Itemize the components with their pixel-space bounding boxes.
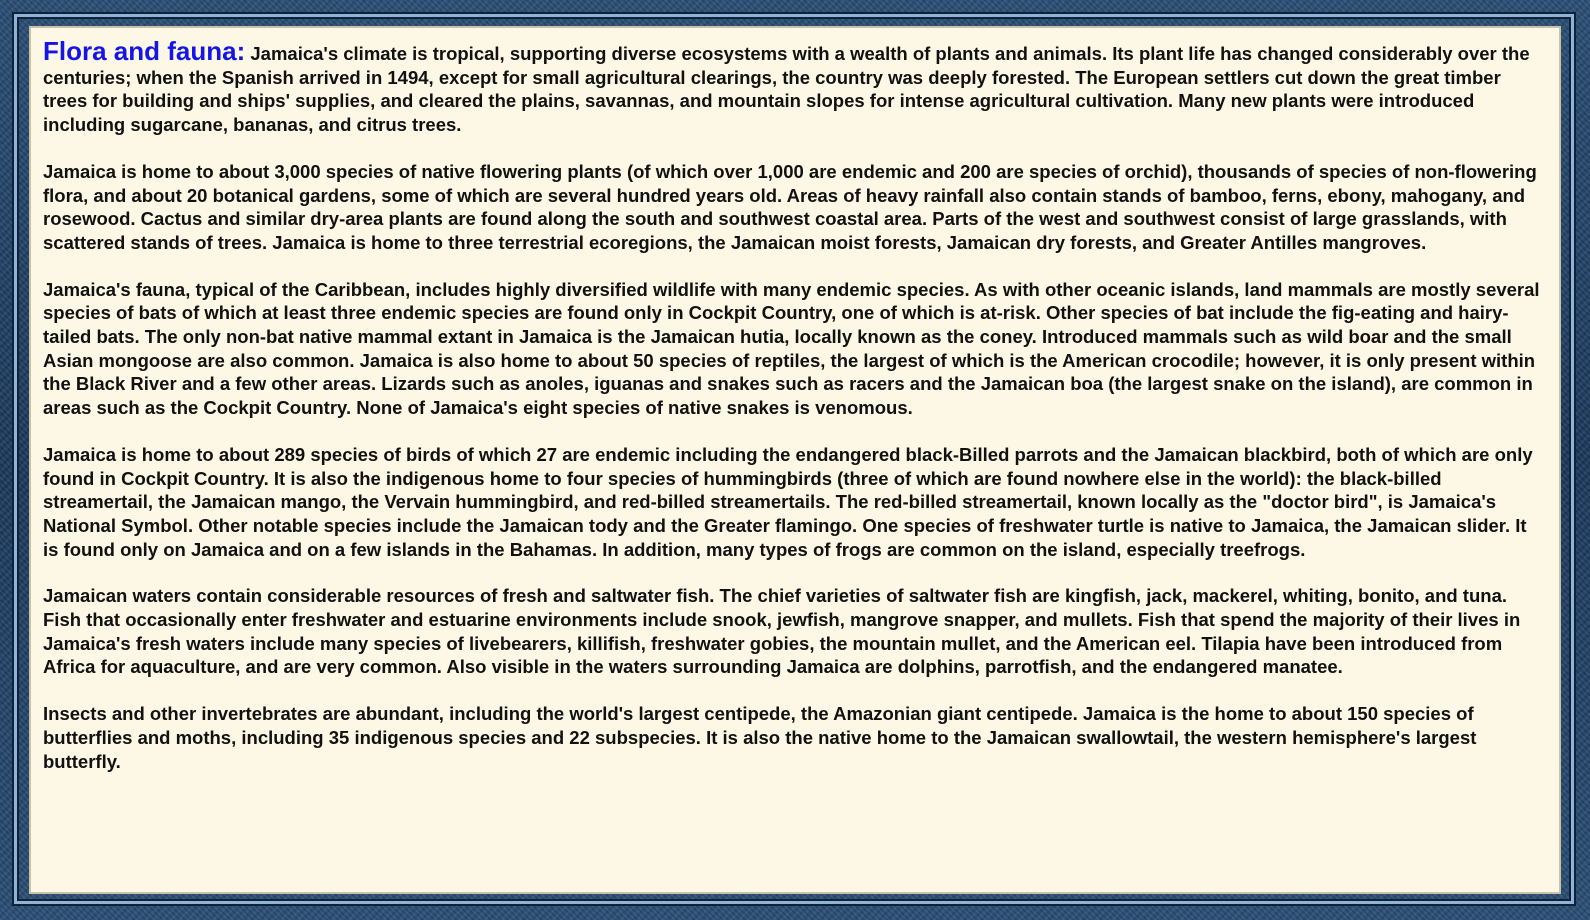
content-panel (29, 26, 1561, 894)
paragraph-insects: Insects and other invertebrates are abundant, including the world's largest centipede, the Amazonian giant centipede. Jamaica is the home to about 150 species of butterflies and moths, including 35 indigenous species and 22 subspecies. It is also the native home to the Jamaican swallowtail, the western hemisphere's largest butterfly. (43, 703, 1477, 772)
paragraph-flora: Jamaica is home to about 3,000 species of native flowering plants (of which over 1,000 are endemic and 200 are species of orchid), thousands of species of non-flowering flora, and about 20 botanical gardens, some of which are several hundred years old. Areas of heavy rainfall also contain stands of bamboo, ferns, ebony, mahogany, and rosewood. Cactus and similar dry-area plants are found along the south and southwest coastal area. Parts of the west and southwest consist of large grasslands, with scattered stands of trees. Jamaica is home to three terrestrial ecoregions, the Jamaican moist forests, Jamaican dry forests, and Greater Antilles mangroves. (43, 160, 1537, 253)
paragraph-fish: Jamaican waters contain considerable resources of fresh and saltwater fish. The chief varieties of saltwater fish are kingfish, jack, mackerel, whiting, bonito, and tuna. Fish that occasionally enter freshwater and estuarine environments include snook, jewfish, mangrove snapper, and mullets. Fish that spend the majority of their lives in Jamaica's fresh waters include many species of livebearers, killifish, freshwater gobies, the mountain mullet, and the American eel. Tilapia have been introduced from Africa for aquaculture, and are very common. Also visible in the waters surrounding Jamaica are dolphins, parrotfish, and the endangered manatee. (43, 585, 1521, 678)
section-heading: Flora and fauna: (43, 36, 246, 66)
paragraph-text: Jamaica's climate is tropical, supporting diverse ecosystems with a wealth of plants and animals. Its plant life has changed considerably over the centuries; when the Spanish arrived in 1494, except for small agricultural clearings, the country was deeply forested. The European settlers cut down the great timber trees for building and ships' supplies, and cleared the plains, savannas, and mountain slopes for intense agricultural cultivation. Many new plants were introduced including sugarcane, bananas, and citrus trees. (43, 43, 1530, 136)
paragraph-intro (43, 36, 1547, 137)
paragraph-birds: Jamaica is home to about 289 species of birds of which 27 are endemic including the endangered black-Billed parrots and the Jamaican blackbird, both of which are only found in Cockpit Country. It is also the indigenous home to four species of hummingbirds (three of which are found nowhere else in the world): the black-billed streamertail, the Jamaican mango, the Vervain hummingbird, and red-billed streamertails. The red-billed streamertail, known locally as the "doctor bird", is Jamaica's National Symbol. Other notable species include the Jamaican tody and the Greater flamingo. One species of freshwater turtle is native to Jamaica, the Jamaican slider. It is found only on Jamaica and on a few islands in the Bahamas. In addition, many types of frogs are common on the island, especially treefrogs. (43, 443, 1533, 560)
paragraph-fauna-mammals-reptiles: Jamaica's fauna, typical of the Caribbean, includes highly diversified wildlife with many endemic species. As with other oceanic islands, land mammals are mostly several species of bats of which at least three endemic species are found only in Cockpit Country, one of which is at-risk. Other species of bat include the fig-eating and hairy-tailed bats. The only non-bat native mammal extant in Jamaica is the Jamaican hutia, locally known as the coney. Introduced mammals such as wild boar and the small Asian mongoose are also common. Jamaica is also home to about 50 species of reptiles, the largest of which is the American crocodile; however, it is only present within the Black River and a few other areas. Lizards such as anoles, iguanas and snakes such as racers and the Jamaican boa (the largest snake on the island), are common in areas such as the Cockpit Country. None of Jamaica's eight species of native snakes is venomous. (43, 278, 1540, 419)
